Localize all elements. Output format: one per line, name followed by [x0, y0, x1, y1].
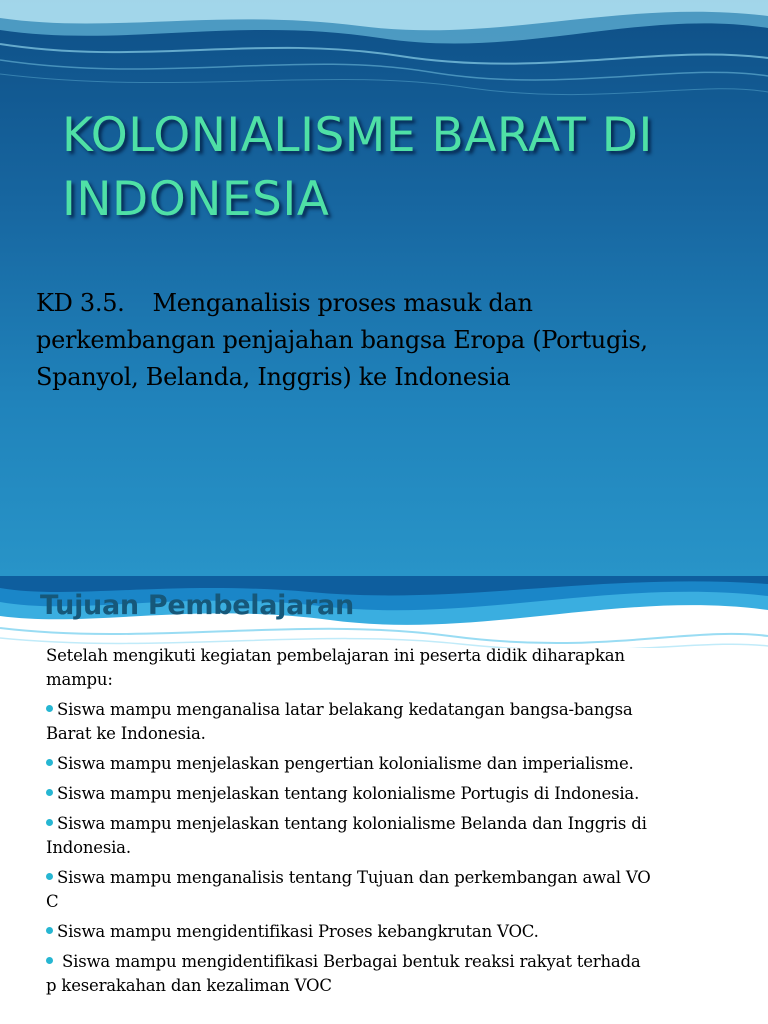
title-line-1: KOLONIALISME BARAT DI	[62, 108, 653, 163]
objective-line-2: Barat ke Indonesia.	[46, 724, 206, 743]
objective-item	[46, 920, 726, 944]
wave-decoration-top	[0, 0, 768, 110]
objective-line-2: p keserakahan dan kezaliman VOC	[46, 976, 332, 995]
bullet-icon	[46, 759, 53, 766]
bullet-icon	[46, 957, 53, 964]
objective-line-2: Indonesia.	[46, 838, 131, 857]
bullet-icon	[46, 705, 53, 712]
objective-line-1: Siswa mampu menganalisa latar belakang kedatangan bangsa-bangsa	[57, 700, 633, 719]
objective-item	[46, 752, 726, 776]
objective-line-1: Siswa mampu menjelaskan tentang kolonialisme Belanda dan Inggris di	[57, 814, 647, 833]
bullet-icon	[46, 789, 53, 796]
objective-line-1: Siswa mampu mengidentifikasi Proses kebangkrutan VOC.	[57, 922, 539, 941]
objective-line-1: Siswa mampu mengidentifikasi Berbagai bentuk reaksi rakyat terhada	[57, 952, 641, 971]
kd-description	[36, 285, 736, 396]
slide-heading: Tujuan Pembelajaran	[40, 590, 354, 621]
objective-item	[46, 698, 726, 746]
bullet-icon	[46, 873, 53, 880]
title-line-2: INDONESIA	[62, 172, 330, 227]
objective-line-1: Siswa mampu menjelaskan tentang kolonialisme Portugis di Indonesia.	[57, 784, 640, 803]
objective-line-2: C	[46, 892, 59, 911]
kd-text-line-1: Menganalisis proses masuk dan	[152, 289, 533, 317]
objective-line-1: Siswa mampu menganalisis tentang Tujuan dan perkembangan awal VO	[57, 868, 651, 887]
intro-line-1: Setelah mengikuti kegiatan pembelajaran ini peserta didik diharapkan	[46, 646, 625, 665]
objective-item	[46, 812, 726, 860]
intro-line-2: mampu:	[46, 670, 113, 689]
kd-text-line-2: perkembangan penjajahan bangsa Eropa (Portugis,	[36, 326, 648, 354]
kd-text-line-3: Spanyol, Belanda, Inggris) ke Indonesia	[36, 363, 511, 391]
objective-item	[46, 782, 726, 806]
objective-line-1: Siswa mampu menjelaskan pengertian kolonialisme dan imperialisme.	[57, 754, 634, 773]
intro-text	[46, 644, 726, 692]
bullet-icon	[46, 927, 53, 934]
objective-item	[46, 866, 726, 914]
slide-title	[62, 104, 752, 232]
objectives-content	[46, 644, 726, 1004]
objectives-slide	[0, 576, 768, 1024]
kd-code: KD 3.5.	[36, 289, 125, 317]
bullet-icon	[46, 819, 53, 826]
objective-item	[46, 950, 726, 998]
